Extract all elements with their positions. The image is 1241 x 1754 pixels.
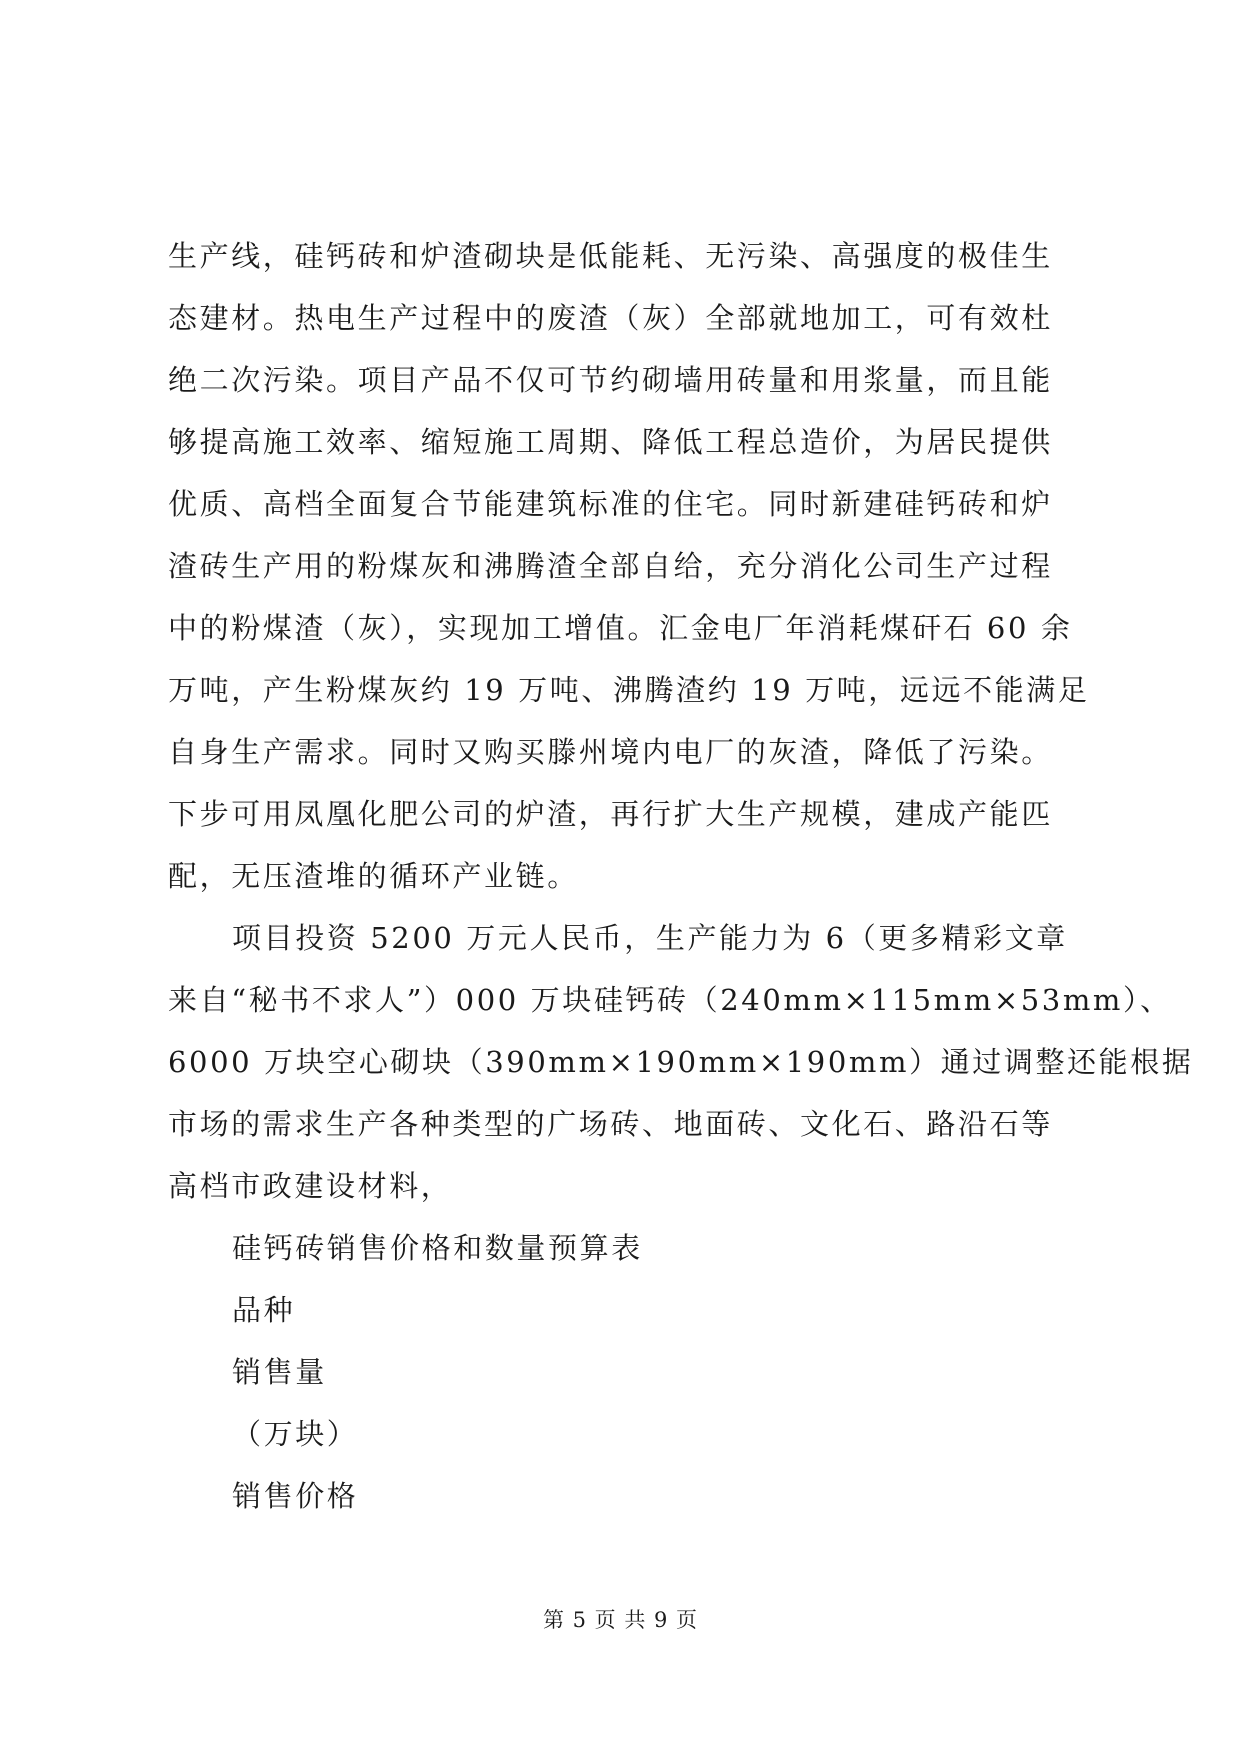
table-header-unit: （万块）	[232, 1417, 359, 1451]
paragraph-line: 绝二次污染。项目产品不仅可节约砌墙用砖量和用浆量，而且能	[168, 363, 1053, 397]
page-footer: 第 5 页 共 9 页	[542, 1608, 699, 1632]
paragraph-line: 够提高施工效率、缩短施工周期、降低工程总造价，为居民提供	[168, 425, 1053, 459]
paragraph-line: 下步可用凤凰化肥公司的炉渣，再行扩大生产规模，建成产能匹	[168, 797, 1053, 831]
paragraph-line: 生产线，硅钙砖和炉渣砌块是低能耗、无污染、高强度的极佳生	[168, 239, 1053, 273]
paragraph-line: 市场的需求生产各种类型的广场砖、地面砖、文化石、路沿石等	[168, 1107, 1053, 1141]
table-title: 硅钙砖销售价格和数量预算表	[232, 1231, 643, 1265]
paragraph-line: 来自“秘书不求人”）000 万块硅钙砖（240mm×115mm×53mm）、	[168, 983, 1172, 1017]
paragraph-line: 万吨，产生粉煤灰约 19 万吨、沸腾渣约 19 万吨，远远不能满足	[168, 673, 1090, 707]
paragraph-line: 自身生产需求。同时又购买滕州境内电厂的灰渣，降低了污染。	[168, 735, 1053, 769]
paragraph-line: 配，无压渣堆的循环产业链。	[168, 859, 579, 893]
paragraph-line: 6000 万块空心砌块（390mm×190mm×190mm）通过调整还能根据	[168, 1045, 1194, 1079]
document-body	[168, 225, 1194, 1527]
paragraph-line: 渣砖生产用的粉煤灰和沸腾渣全部自给，充分消化公司生产过程	[168, 549, 1053, 583]
paragraph-line: 中的粉煤渣（灰），实现加工增值。汇金电厂年消耗煤矸石 60 余	[168, 611, 1073, 645]
paragraph-line: 高档市政建设材料，	[168, 1169, 453, 1203]
table-header-sales-volume: 销售量	[232, 1355, 327, 1389]
table-header-variety: 品种	[232, 1293, 296, 1327]
paragraph-line: 优质、高档全面复合节能建筑标准的住宅。同时新建硅钙砖和炉	[168, 487, 1053, 521]
table-header-price: 销售价格	[232, 1479, 359, 1513]
paragraph-line: 项目投资 5200 万元人民币，生产能力为 6（更多精彩文章	[232, 921, 1068, 955]
paragraph-line: 态建材。热电生产过程中的废渣（灰）全部就地加工，可有效杜	[168, 301, 1053, 335]
